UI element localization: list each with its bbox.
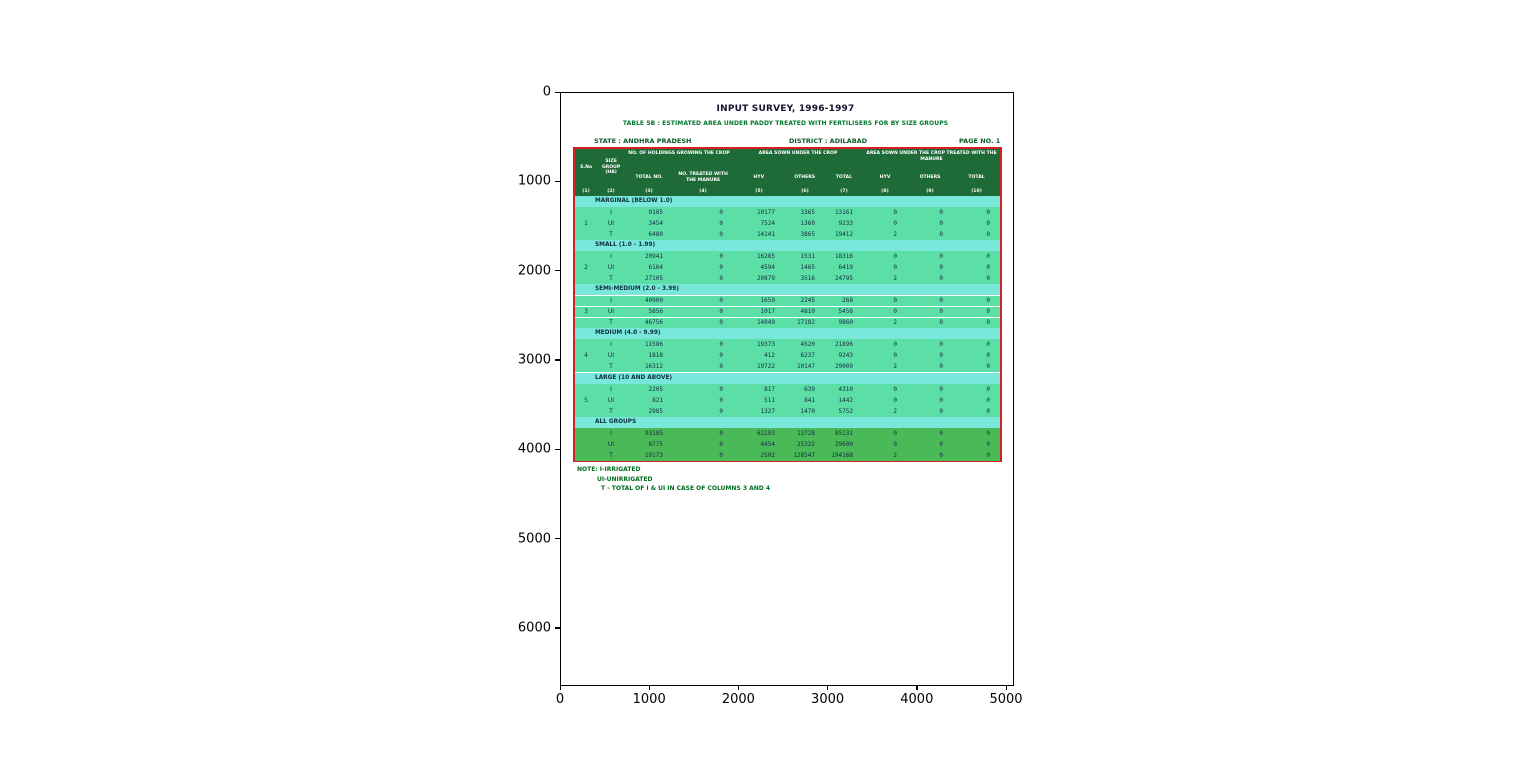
data-cell: 3865 xyxy=(800,231,815,238)
y-axis-tick-label: 1000 xyxy=(517,173,551,189)
data-cell: 0 xyxy=(939,397,943,404)
data-cell: 0 xyxy=(986,308,990,315)
data-cell: 4810 xyxy=(800,308,815,315)
data-cell: 3454 xyxy=(648,220,663,227)
row-type-cell: I xyxy=(610,209,612,216)
column-number-cell: (8) xyxy=(881,188,889,194)
table-row xyxy=(575,395,1000,406)
size-group-band: SMALL (1.0 - 1.99) xyxy=(575,240,1000,251)
data-cell: 0 xyxy=(939,231,943,238)
header-holdings-title: NO. OF HOLDINGS GROWING THE CROP xyxy=(628,151,730,156)
data-cell: 0 xyxy=(939,308,943,315)
data-cell: 4454 xyxy=(760,441,775,448)
note-line: T - TOTAL OF I & UI IN CASE OF COLUMNS 3 AND 4 xyxy=(601,485,771,492)
sno-cell: 3 xyxy=(584,308,588,315)
data-cell: 10177 xyxy=(756,209,775,216)
table-row xyxy=(575,406,1000,417)
data-cell: 3516 xyxy=(800,275,815,282)
data-cell: 13728 xyxy=(796,430,815,437)
row-type-cell: I xyxy=(610,386,612,393)
row-type-cell: T xyxy=(609,408,613,415)
data-cell: 0 xyxy=(939,253,943,260)
header-group-holdings xyxy=(625,149,733,186)
data-cell: 1531 xyxy=(800,253,815,260)
data-cell: 0 xyxy=(986,220,990,227)
data-cell: 821 xyxy=(652,397,663,404)
size-group-section xyxy=(575,240,1000,284)
data-cell: 0 xyxy=(719,397,723,404)
note-line: NOTE: I-IRRIGATED xyxy=(577,466,641,473)
data-cell: 5752 xyxy=(838,408,853,415)
data-cell: 19373 xyxy=(756,341,775,348)
size-group-band: ALL GROUPS xyxy=(575,417,1000,428)
data-cell: 0 xyxy=(986,253,990,260)
sno-cell: 4 xyxy=(584,352,588,359)
sno-spacer-cell xyxy=(575,273,597,284)
y-axis-tick-label: 2000 xyxy=(517,263,551,279)
data-cell: 6237 xyxy=(800,352,815,359)
column-number-cell: (4) xyxy=(699,188,707,194)
data-cell: 841 xyxy=(804,397,815,404)
data-cell: 85131 xyxy=(834,430,853,437)
y-axis-tick-label: 5000 xyxy=(517,531,551,547)
header-area-total: TOTAL xyxy=(835,174,853,180)
data-cell: 19412 xyxy=(834,231,853,238)
data-cell: 19173 xyxy=(644,452,663,459)
table-row xyxy=(575,384,1000,395)
row-type-cell: UI xyxy=(607,308,615,315)
data-cell: 0 xyxy=(939,408,943,415)
data-cell: 412 xyxy=(764,352,775,359)
data-cell: 2 xyxy=(893,319,897,326)
table-row xyxy=(575,251,1000,262)
state-label: STATE : ANDHRA PRADESH xyxy=(594,137,692,145)
header-total-no: TOTAL NO. xyxy=(635,174,663,180)
table-row xyxy=(575,428,1000,439)
x-axis-tick xyxy=(827,685,828,690)
data-cell: 0 xyxy=(893,341,897,348)
data-cell: 8775 xyxy=(648,441,663,448)
data-cell: 4594 xyxy=(760,264,775,271)
document-subtitle: TABLE 5B : ESTIMATED AREA UNDER PADDY TREATED WITH FERTILISERS FOR BY SIZE GROUPS xyxy=(622,120,949,127)
data-cell: 0 xyxy=(719,341,723,348)
header-no-treated: NO. TREATED WITH THE MANURE xyxy=(678,172,728,183)
y-axis-tick xyxy=(555,181,560,182)
table-header-top xyxy=(575,149,1000,186)
data-cell: 0 xyxy=(893,308,897,315)
x-axis-tick-label: 3000 xyxy=(811,692,845,707)
data-cell: 0 xyxy=(893,264,897,271)
data-cell: 0 xyxy=(893,386,897,393)
header-area-others: OTHERS xyxy=(794,174,816,180)
table-row xyxy=(575,262,1000,273)
data-cell: 0 xyxy=(986,341,990,348)
row-type-cell: T xyxy=(609,275,613,282)
row-type-cell: T xyxy=(609,319,613,326)
data-cell: 0 xyxy=(986,430,990,437)
data-cell: 0 xyxy=(719,275,723,282)
data-cell: 639 xyxy=(804,386,815,393)
row-type-cell: UI xyxy=(607,441,615,448)
header-group-area-treated xyxy=(863,149,1000,186)
data-cell: 2 xyxy=(893,275,897,282)
data-cell: 4310 xyxy=(838,386,853,393)
data-cell: 0 xyxy=(986,408,990,415)
column-number-cell: (3) xyxy=(645,188,653,194)
sno-spacer-cell xyxy=(575,361,597,372)
data-cell: 6480 xyxy=(648,231,663,238)
x-axis-tick-label: 2000 xyxy=(721,692,755,707)
data-cell: 1659 xyxy=(760,297,775,304)
data-cell: 46756 xyxy=(644,319,663,326)
plot-area xyxy=(560,92,1014,686)
data-cell: 0 xyxy=(719,297,723,304)
y-axis-tick xyxy=(555,449,560,450)
data-cell: 2 xyxy=(893,408,897,415)
data-cell: 0 xyxy=(893,209,897,216)
data-cell: 16312 xyxy=(644,363,663,370)
data-cell: 0 xyxy=(719,209,723,216)
data-cell: 0 xyxy=(939,386,943,393)
data-cell: 0 xyxy=(986,264,990,271)
y-axis-tick xyxy=(555,627,560,628)
data-cell: 268 xyxy=(842,297,853,304)
data-cell: 2245 xyxy=(800,297,815,304)
data-cell: 1818 xyxy=(648,352,663,359)
data-cell: 27105 xyxy=(644,275,663,282)
x-axis-tick xyxy=(649,685,650,690)
table-body xyxy=(575,196,1000,461)
data-cell: 0 xyxy=(719,352,723,359)
data-cell: 14141 xyxy=(756,231,775,238)
data-cell: 9185 xyxy=(648,209,663,216)
sno-spacer-cell xyxy=(575,251,597,262)
data-cell: 0 xyxy=(939,363,943,370)
header-treated-hyv: HYV xyxy=(879,174,891,180)
data-cell: 0 xyxy=(986,275,990,282)
sno-spacer-cell xyxy=(575,207,597,218)
note-line: UI-UNIRRIGATED xyxy=(597,475,653,483)
data-cell: 0 xyxy=(719,408,723,415)
data-cell: 0 xyxy=(986,397,990,404)
data-cell: 9233 xyxy=(838,220,853,227)
data-cell: 2 xyxy=(893,452,897,459)
sno-spacer-cell xyxy=(575,318,597,328)
data-cell: 511 xyxy=(764,397,775,404)
table-row xyxy=(575,450,1000,461)
y-axis-tick-label: 6000 xyxy=(517,620,551,636)
data-cell: 1327 xyxy=(760,408,775,415)
data-cell: 0 xyxy=(719,308,723,315)
data-cell: 0 xyxy=(939,264,943,271)
table-header xyxy=(575,149,1000,196)
row-type-cell: I xyxy=(610,430,612,437)
data-cell: 0 xyxy=(939,209,943,216)
table-row xyxy=(575,317,1000,328)
data-cell: 25322 xyxy=(796,441,815,448)
data-cell: 1442 xyxy=(838,397,853,404)
data-cell: 0 xyxy=(986,452,990,459)
size-group-section xyxy=(575,196,1000,240)
table-row xyxy=(575,295,1000,306)
data-cell: 0 xyxy=(986,231,990,238)
data-cell: 62293 xyxy=(756,430,775,437)
header-area-treated-subrow xyxy=(863,169,1000,186)
data-cell: 0 xyxy=(719,231,723,238)
data-cell: 0 xyxy=(719,319,723,326)
data-cell: 20879 xyxy=(756,275,775,282)
column-number-cell: (5) xyxy=(755,188,763,194)
table-row xyxy=(575,218,1000,229)
data-cell: 0 xyxy=(939,452,943,459)
data-cell: 0 xyxy=(939,430,943,437)
table-row xyxy=(575,273,1000,284)
table-row xyxy=(575,361,1000,372)
header-treated-total: TOTAL xyxy=(968,174,985,180)
header-area-treated-title: AREA SOWN UNDER THE CROP TREATED WITH THE MANURE xyxy=(866,151,997,162)
row-type-cell: T xyxy=(609,231,613,238)
data-cell: 1360 xyxy=(800,220,815,227)
data-cell: 0 xyxy=(719,452,723,459)
row-type-cell: I xyxy=(610,253,612,260)
header-area-subrow xyxy=(733,169,863,186)
column-number-cell: (9) xyxy=(926,188,934,194)
table-row xyxy=(575,306,1000,317)
data-cell: 2985 xyxy=(648,408,663,415)
data-cell: 11586 xyxy=(644,341,663,348)
document-title: INPUT SURVEY, 1996-1997 xyxy=(716,104,855,114)
size-group-band: SEMI-MEDIUM (2.0 - 3.99) xyxy=(575,284,1000,295)
size-group-section xyxy=(575,372,1000,417)
data-cell: 0 xyxy=(719,441,723,448)
data-cell: 2502 xyxy=(760,452,775,459)
data-cell: 13161 xyxy=(834,209,853,216)
data-cell: 18316 xyxy=(834,253,853,260)
sno-spacer-cell xyxy=(575,296,597,306)
data-cell: 0 xyxy=(719,264,723,271)
data-cell: 2 xyxy=(893,231,897,238)
data-cell: 1470 xyxy=(800,408,815,415)
row-type-cell: I xyxy=(610,341,612,348)
y-axis-tick xyxy=(555,92,560,93)
data-cell: 2205 xyxy=(648,386,663,393)
data-cell: 0 xyxy=(939,319,943,326)
sno-spacer-cell xyxy=(575,339,597,350)
header-size-group: SIZE GROUP (HA) xyxy=(601,159,621,176)
table-row xyxy=(575,229,1000,240)
row-type-cell: UI xyxy=(607,352,615,359)
header-group-area xyxy=(733,149,863,186)
data-cell: 0 xyxy=(893,352,897,359)
data-cell: 0 xyxy=(939,220,943,227)
data-cell: 0 xyxy=(986,297,990,304)
x-axis-tick-label: 0 xyxy=(555,692,565,707)
data-cell: 0 xyxy=(893,441,897,448)
data-cell: 2 xyxy=(893,363,897,370)
header-area-hyv: HYV xyxy=(753,174,765,180)
y-axis-tick xyxy=(555,270,560,271)
data-cell: 128547 xyxy=(793,452,815,459)
data-cell: 93185 xyxy=(644,430,663,437)
data-cell: 0 xyxy=(939,341,943,348)
data-cell: 21896 xyxy=(834,341,853,348)
column-number-cell: (6) xyxy=(801,188,809,194)
data-cell: 817 xyxy=(764,386,775,393)
data-cell: 4520 xyxy=(800,341,815,348)
data-cell: 0 xyxy=(986,319,990,326)
data-cell: 0 xyxy=(893,253,897,260)
data-cell: 19722 xyxy=(756,363,775,370)
sno-spacer-cell xyxy=(575,229,597,240)
x-axis-tick xyxy=(916,685,917,690)
y-axis-tick-label: 0 xyxy=(542,84,551,100)
size-group-band: MEDIUM (4.0 - 9.99) xyxy=(575,328,1000,339)
data-cell: 3365 xyxy=(800,209,815,216)
data-cell: 0 xyxy=(986,441,990,448)
size-group-section xyxy=(575,328,1000,372)
table-row xyxy=(575,439,1000,450)
y-axis-tick-label: 3000 xyxy=(517,352,551,368)
size-group-band: MARGINAL (BELOW 1.0) xyxy=(575,196,1000,207)
sno-cell: 1 xyxy=(584,220,588,227)
data-cell: 40900 xyxy=(644,297,663,304)
size-group-section xyxy=(575,417,1000,461)
x-axis-tick xyxy=(738,685,739,690)
data-cell: 29600 xyxy=(834,441,853,448)
data-cell: 6419 xyxy=(838,264,853,271)
table-row xyxy=(575,350,1000,361)
y-axis-tick-label: 4000 xyxy=(517,441,551,457)
data-cell: 194168 xyxy=(831,452,853,459)
column-number-cell: (10) xyxy=(971,188,982,194)
sno-spacer-cell xyxy=(575,450,597,461)
column-number-cell: (1) xyxy=(582,188,590,194)
data-cell: 9243 xyxy=(838,352,853,359)
table-row xyxy=(575,339,1000,350)
x-axis-tick-label: 4000 xyxy=(900,692,934,707)
data-cell: 7524 xyxy=(760,220,775,227)
data-cell: 5856 xyxy=(648,308,663,315)
sno-spacer-cell xyxy=(575,384,597,395)
data-cell: 10147 xyxy=(796,363,815,370)
sno-spacer-cell xyxy=(575,406,597,417)
data-cell: 5456 xyxy=(838,308,853,315)
data-cell: 0 xyxy=(719,220,723,227)
data-cell: 0 xyxy=(986,363,990,370)
data-cell: 0 xyxy=(719,363,723,370)
header-treated-others: OTHERS xyxy=(919,174,941,180)
table-row xyxy=(575,207,1000,218)
data-cell: 1465 xyxy=(800,264,815,271)
x-axis-tick-label: 1000 xyxy=(632,692,666,707)
size-group-section xyxy=(575,284,1000,328)
data-cell: 0 xyxy=(939,441,943,448)
data-cell: 0 xyxy=(893,397,897,404)
size-group-band: LARGE (10 AND ABOVE) xyxy=(575,373,1000,384)
data-cell: 29009 xyxy=(834,363,853,370)
data-cell: 0 xyxy=(893,220,897,227)
x-axis-tick xyxy=(1006,685,1007,690)
x-axis-tick xyxy=(560,685,561,690)
row-type-cell: UI xyxy=(607,264,615,271)
data-cell: 9860 xyxy=(838,319,853,326)
column-number-cell: (2) xyxy=(607,188,615,194)
data-table xyxy=(573,147,1002,462)
header-holdings-subrow xyxy=(625,169,733,186)
data-cell: 24795 xyxy=(834,275,853,282)
data-cell: 14049 xyxy=(756,319,775,326)
column-number-row xyxy=(575,186,1000,196)
data-cell: 0 xyxy=(893,297,897,304)
row-type-cell: I xyxy=(610,297,612,304)
row-type-cell: T xyxy=(609,363,613,370)
header-sno: S.No xyxy=(580,164,593,170)
data-cell: 0 xyxy=(986,209,990,216)
data-cell: 17182 xyxy=(796,319,815,326)
y-axis-tick xyxy=(555,359,560,360)
data-cell: 0 xyxy=(719,253,723,260)
y-axis-tick xyxy=(555,538,560,539)
data-cell: 0 xyxy=(939,352,943,359)
sno-cell: 2 xyxy=(584,264,588,271)
district-label: DISTRICT : ADILABAD xyxy=(789,137,868,145)
sno-spacer-cell xyxy=(575,428,597,439)
row-type-cell: UI xyxy=(607,397,615,404)
x-axis-tick-label: 5000 xyxy=(989,692,1023,707)
row-type-cell: UI xyxy=(607,220,615,227)
data-cell: 0 xyxy=(893,430,897,437)
sno-spacer-cell xyxy=(575,439,597,450)
header-area-title: AREA SOWN UNDER THE CROP xyxy=(758,151,838,156)
data-cell: 6164 xyxy=(648,264,663,271)
page-number-label: PAGE NO. 1 xyxy=(959,137,1001,145)
data-cell: 1017 xyxy=(760,308,775,315)
data-cell: 0 xyxy=(939,297,943,304)
data-cell: 0 xyxy=(986,386,990,393)
data-cell: 0 xyxy=(719,386,723,393)
row-type-cell: T xyxy=(609,452,613,459)
data-cell: 0 xyxy=(986,352,990,359)
data-cell: 20941 xyxy=(644,253,663,260)
column-number-cell: (7) xyxy=(840,188,848,194)
data-cell: 0 xyxy=(939,275,943,282)
data-cell: 16285 xyxy=(756,253,775,260)
scanned-document xyxy=(561,93,1013,685)
data-cell: 0 xyxy=(719,430,723,437)
sno-cell: 5 xyxy=(584,397,588,404)
